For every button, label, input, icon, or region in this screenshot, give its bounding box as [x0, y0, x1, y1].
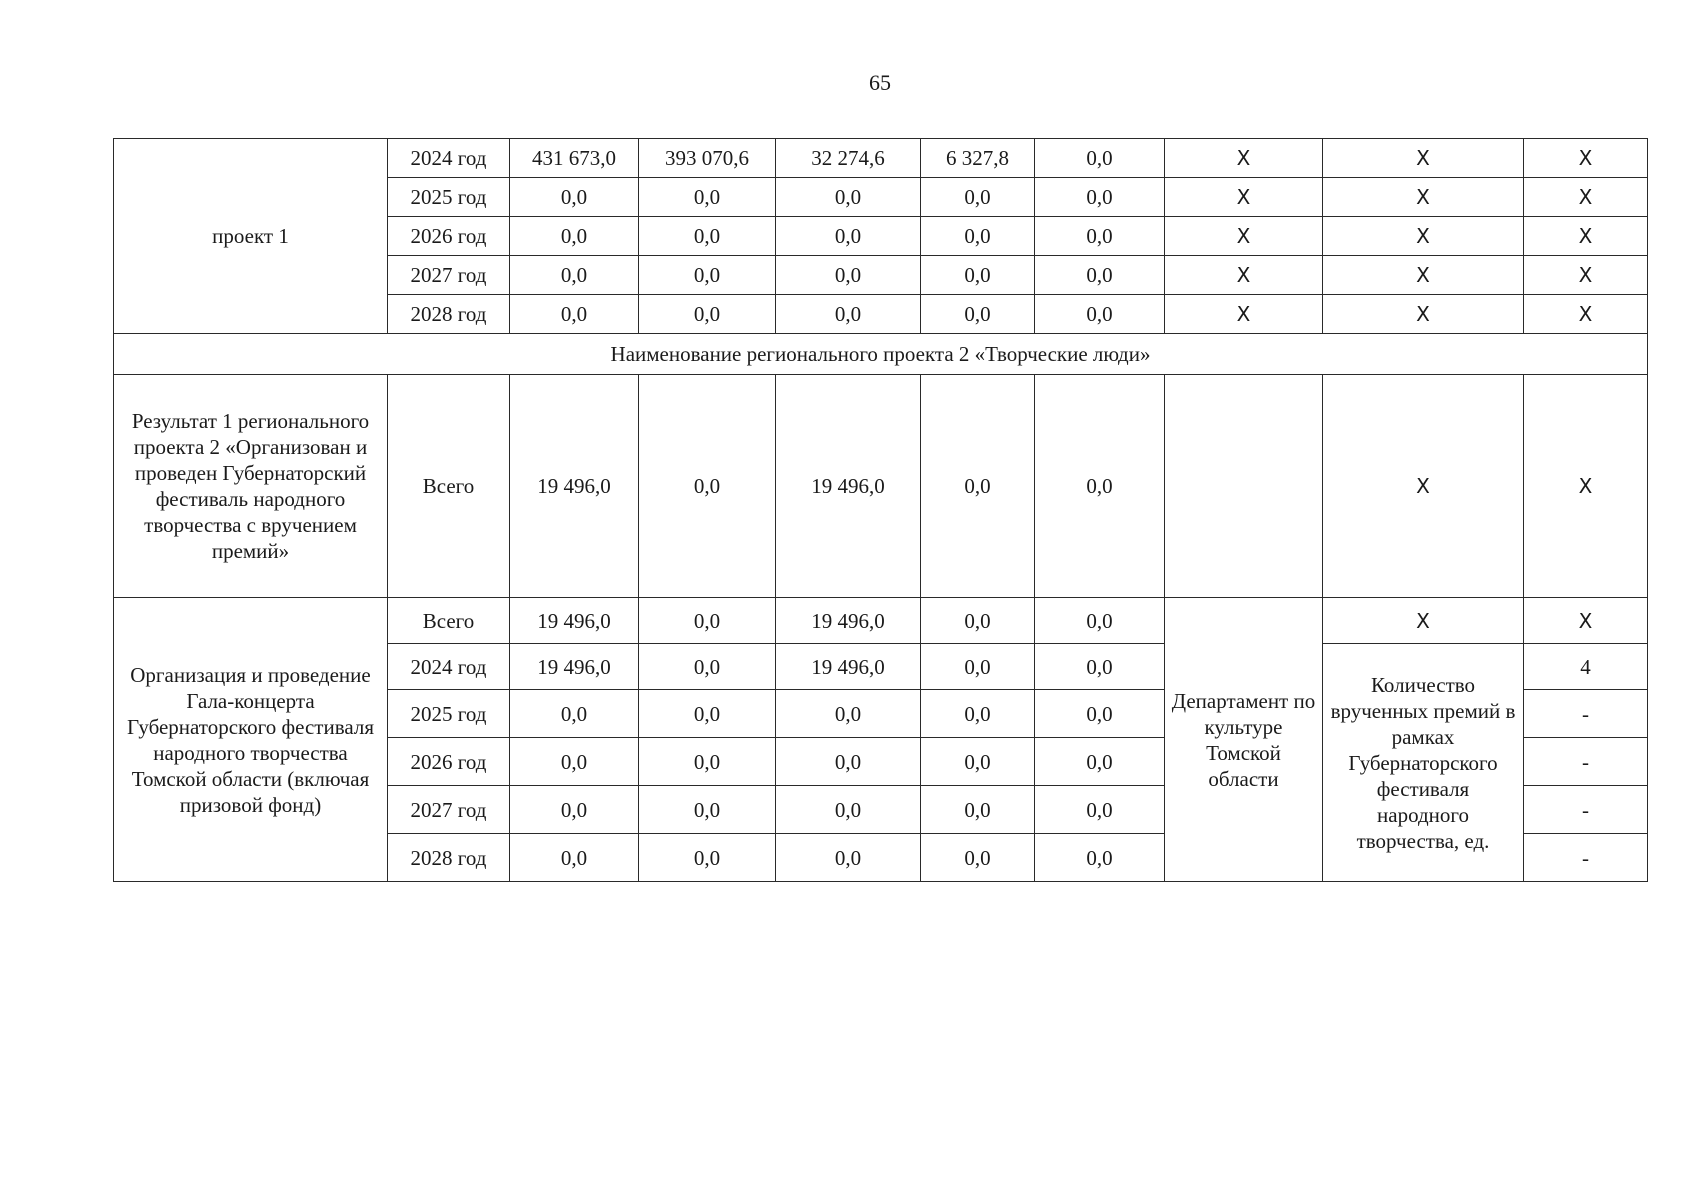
period-cell: 2024 год [388, 139, 510, 178]
indicator-value-cell: - [1524, 834, 1648, 882]
value-cell: 19 496,0 [776, 644, 921, 690]
value-cell: 0,0 [1035, 598, 1165, 644]
x-cell: X [1323, 217, 1524, 256]
value-cell: 0,0 [921, 834, 1035, 882]
result-name-cell: Результат 1 регионального проекта 2 «Организован и проведен Губернаторский фестиваль народного творчества с вручением премий» [114, 375, 388, 598]
value-cell: 0,0 [639, 256, 776, 295]
value-cell: 0,0 [1035, 834, 1165, 882]
indicator-value-cell: - [1524, 690, 1648, 738]
value-cell: 6 327,8 [921, 139, 1035, 178]
x-cell: X [1323, 598, 1524, 644]
budget-table [113, 138, 1648, 882]
value-cell: 431 673,0 [510, 139, 639, 178]
value-cell: 0,0 [639, 217, 776, 256]
x-cell: X [1524, 178, 1648, 217]
value-cell: 0,0 [1035, 217, 1165, 256]
value-cell: 0,0 [1035, 139, 1165, 178]
period-cell: 2028 год [388, 834, 510, 882]
project2-heading: Наименование регионального проекта 2 «Творческие люди» [114, 334, 1648, 375]
value-cell: 0,0 [921, 598, 1035, 644]
page-number: 65 [869, 70, 891, 95]
value-cell: 0,0 [639, 738, 776, 786]
value-cell: 0,0 [776, 178, 921, 217]
value-cell: 393 070,6 [639, 139, 776, 178]
x-cell: X [1323, 178, 1524, 217]
table-row [114, 139, 1648, 178]
value-cell: 0,0 [1035, 644, 1165, 690]
value-cell: 0,0 [1035, 178, 1165, 217]
value-cell: 0,0 [776, 217, 921, 256]
value-cell: 0,0 [639, 375, 776, 598]
value-cell: 0,0 [921, 295, 1035, 334]
value-cell: 0,0 [639, 644, 776, 690]
table-row [114, 598, 1648, 644]
value-cell: 0,0 [921, 786, 1035, 834]
value-cell: 0,0 [639, 834, 776, 882]
value-cell: 0,0 [639, 598, 776, 644]
period-cell: 2024 год [388, 644, 510, 690]
x-cell: X [1524, 139, 1648, 178]
value-cell: 0,0 [921, 690, 1035, 738]
x-cell: X [1323, 375, 1524, 598]
value-cell: 0,0 [776, 738, 921, 786]
value-cell: 0,0 [1035, 295, 1165, 334]
x-cell: X [1165, 139, 1323, 178]
period-cell: 2027 год [388, 786, 510, 834]
value-cell: 0,0 [510, 738, 639, 786]
value-cell: 0,0 [921, 375, 1035, 598]
executor-cell: Департамент по культуре Томской области [1165, 598, 1323, 882]
period-cell: Всего [388, 375, 510, 598]
value-cell: 0,0 [510, 295, 639, 334]
value-cell: 0,0 [921, 178, 1035, 217]
indicator-value-cell: - [1524, 738, 1648, 786]
value-cell: 0,0 [1035, 690, 1165, 738]
x-cell: X [1323, 295, 1524, 334]
value-cell: 0,0 [639, 178, 776, 217]
x-cell: X [1165, 295, 1323, 334]
x-cell: X [1165, 178, 1323, 217]
event-name-cell: Организация и проведение Гала-концерта Губернаторского фестиваля народного творчества Томской области (включая призовой фонд) [114, 598, 388, 882]
value-cell: 0,0 [1035, 375, 1165, 598]
value-cell: 19 496,0 [510, 375, 639, 598]
result-row [114, 375, 1648, 598]
period-cell: 2026 год [388, 738, 510, 786]
value-cell: 0,0 [510, 834, 639, 882]
project-name-cell: проект 1 [114, 139, 388, 334]
x-cell: X [1524, 256, 1648, 295]
value-cell: 0,0 [921, 217, 1035, 256]
period-cell: 2026 год [388, 217, 510, 256]
indicator-cell: Количество врученных премий в рамках Губернаторского фестиваля народного творчества, ед. [1323, 644, 1524, 882]
period-cell: Всего [388, 598, 510, 644]
value-cell: 0,0 [1035, 738, 1165, 786]
value-cell: 0,0 [639, 295, 776, 334]
x-cell: X [1165, 217, 1323, 256]
x-cell: X [1323, 139, 1524, 178]
value-cell: 0,0 [921, 644, 1035, 690]
value-cell: 0,0 [776, 690, 921, 738]
indicator-value-cell: 4 [1524, 644, 1648, 690]
period-cell: 2027 год [388, 256, 510, 295]
x-cell: X [1524, 217, 1648, 256]
value-cell: 0,0 [639, 786, 776, 834]
value-cell: 0,0 [776, 295, 921, 334]
x-cell: X [1524, 295, 1648, 334]
value-cell: 0,0 [1035, 786, 1165, 834]
indicator-value-cell: - [1524, 786, 1648, 834]
section-heading-row [114, 334, 1648, 375]
value-cell: 0,0 [510, 217, 639, 256]
value-cell: 0,0 [776, 786, 921, 834]
value-cell: 0,0 [921, 256, 1035, 295]
value-cell: 0,0 [510, 786, 639, 834]
value-cell: 0,0 [510, 690, 639, 738]
period-cell: 2028 год [388, 295, 510, 334]
empty-cell [1165, 375, 1323, 598]
value-cell: 0,0 [776, 256, 921, 295]
x-cell: X [1323, 256, 1524, 295]
value-cell: 19 496,0 [776, 598, 921, 644]
period-cell: 2025 год [388, 690, 510, 738]
value-cell: 19 496,0 [510, 644, 639, 690]
value-cell: 0,0 [921, 738, 1035, 786]
value-cell: 0,0 [639, 690, 776, 738]
x-cell: X [1165, 256, 1323, 295]
value-cell: 0,0 [776, 834, 921, 882]
value-cell: 0,0 [510, 256, 639, 295]
x-cell: X [1524, 375, 1648, 598]
period-cell: 2025 год [388, 178, 510, 217]
value-cell: 19 496,0 [776, 375, 921, 598]
value-cell: 0,0 [510, 178, 639, 217]
value-cell: 19 496,0 [510, 598, 639, 644]
x-cell: X [1524, 598, 1648, 644]
value-cell: 0,0 [1035, 256, 1165, 295]
value-cell: 32 274,6 [776, 139, 921, 178]
